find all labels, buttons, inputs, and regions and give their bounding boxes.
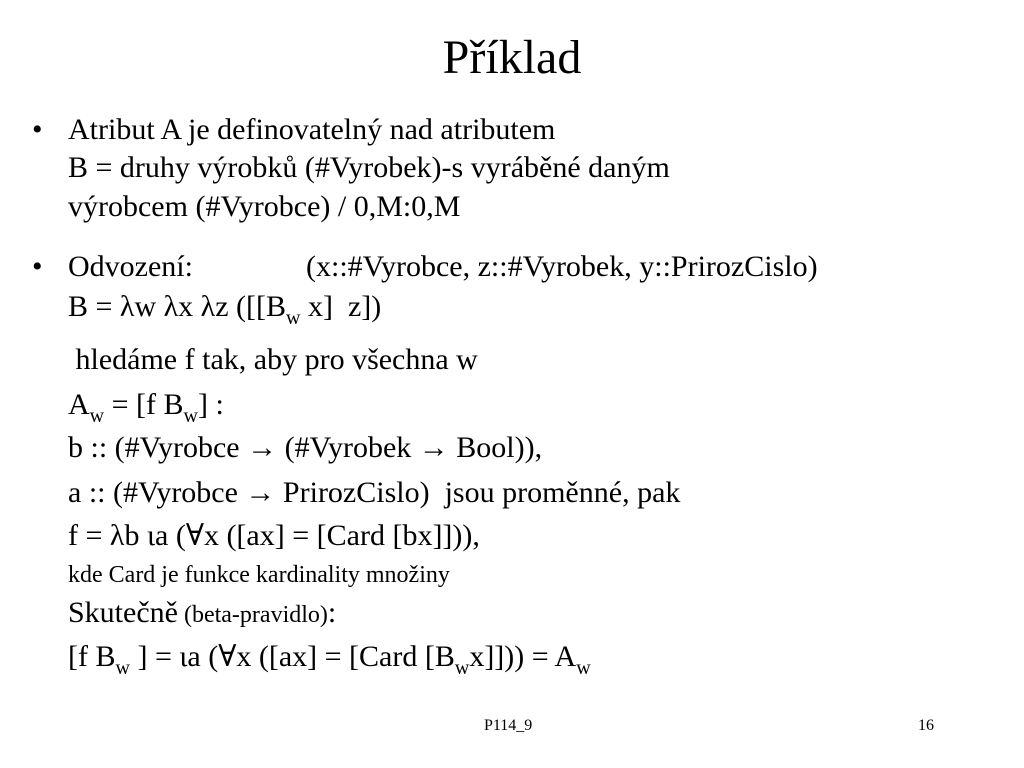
slide-title: Příklad	[442, 31, 582, 84]
bullet-2-dot: •	[32, 250, 43, 283]
derivation-label: Odvození:	[68, 250, 193, 283]
bullet-1-dot: •	[32, 113, 43, 146]
bullet-1-line-1: Atribut A je definovatelný nad atributem	[68, 113, 556, 146]
a-type: a :: (#Vyrobce → PrirozCislo) jsou proměnné, pak	[68, 476, 681, 509]
page-number: 16	[918, 717, 934, 734]
aw-equation: $A_w = [f$ $B_w$] :	[68, 388, 224, 427]
bullet-1-line-3: výrobcem (#Vyrobce) / 0,M:0,M	[68, 190, 461, 223]
card-note: kde Card je funkce kardinality množiny	[68, 562, 450, 588]
b-type: b :: (#Vyrobce → (#Vyrobek → Bool)),	[68, 431, 543, 464]
f-definition: f = λb ιa (∀x ([ax] = [Card [bx]])),	[68, 519, 480, 552]
bullet-1-line-2: B = druhy výrobků (#Vyrobek)-s vyráběné daným	[68, 151, 670, 184]
footer-code: P114_9	[484, 717, 533, 734]
b-definition: B = λw λx λz ([[$B_w$ x] z])	[68, 290, 382, 329]
type-declarations: (x::#Vyrobce, z::#Vyrobek, y::PrirozCislo)	[306, 250, 818, 283]
search-statement: hledáme f tak, aby pro všechna w	[68, 343, 478, 376]
final-equation: [f $B_w$ ] = ιa (∀x ([ax] = [Card $[B_wx]])) = A_w$	[68, 640, 591, 679]
beta-rule-line: Skutečně (beta-pravidlo):	[68, 596, 337, 629]
